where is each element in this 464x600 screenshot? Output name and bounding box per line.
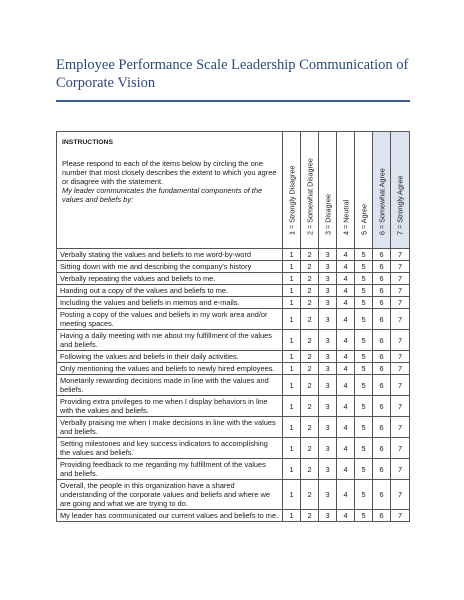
rating-option-3[interactable]: 3 bbox=[319, 510, 337, 522]
scale-header-6: 6 = Somewhat Agree bbox=[373, 132, 391, 249]
rating-option-3[interactable]: 3 bbox=[319, 417, 337, 438]
rating-option-2[interactable]: 2 bbox=[301, 396, 319, 417]
rating-option-1[interactable]: 1 bbox=[283, 480, 301, 510]
rating-option-2[interactable]: 2 bbox=[301, 438, 319, 459]
rating-option-6[interactable]: 6 bbox=[373, 261, 391, 273]
rating-option-1[interactable]: 1 bbox=[283, 510, 301, 522]
rating-option-1[interactable]: 1 bbox=[283, 261, 301, 273]
rating-option-6[interactable]: 6 bbox=[373, 297, 391, 309]
item-statement: Overall, the people in this organization have a shared understanding of the corporate values and beliefs and where we are going and what we are trying to do. bbox=[57, 480, 283, 510]
rating-option-5[interactable]: 5 bbox=[355, 297, 373, 309]
item-statement: Posting a copy of the values and beliefs in my work area and/or meeting spaces. bbox=[57, 309, 283, 330]
rating-option-1[interactable]: 1 bbox=[283, 297, 301, 309]
rating-scale-table bbox=[56, 131, 410, 522]
item-statement: Having a daily meeting with me about my fulfillment of the values and beliefs. bbox=[57, 330, 283, 351]
rating-option-6[interactable]: 6 bbox=[373, 363, 391, 375]
rating-option-4[interactable]: 4 bbox=[337, 285, 355, 297]
rating-option-5[interactable]: 5 bbox=[355, 261, 373, 273]
rating-option-1[interactable]: 1 bbox=[283, 363, 301, 375]
rating-option-7[interactable]: 7 bbox=[391, 285, 410, 297]
rating-option-5[interactable]: 5 bbox=[355, 351, 373, 363]
item-statement: Verbally repeating the values and beliefs to me. bbox=[57, 273, 283, 285]
rating-option-5[interactable]: 5 bbox=[355, 309, 373, 330]
rating-option-6[interactable]: 6 bbox=[373, 309, 391, 330]
item-statement: Handing out a copy of the values and beliefs to me. bbox=[57, 285, 283, 297]
table-row bbox=[57, 309, 410, 330]
rating-option-7[interactable]: 7 bbox=[391, 363, 410, 375]
rating-option-2[interactable]: 2 bbox=[301, 309, 319, 330]
scale-header-2: 2 = Somewhat Disagree bbox=[301, 132, 319, 249]
item-statement: My leader has communicated our current values and beliefs to me. bbox=[57, 510, 283, 522]
rating-option-3[interactable]: 3 bbox=[319, 480, 337, 510]
rating-option-4[interactable]: 4 bbox=[337, 417, 355, 438]
title-rule bbox=[56, 100, 410, 102]
table-row bbox=[57, 510, 410, 522]
rating-option-5[interactable]: 5 bbox=[355, 273, 373, 285]
item-statement: Sitting down with me and describing the company’s history bbox=[57, 261, 283, 273]
rating-option-2[interactable]: 2 bbox=[301, 351, 319, 363]
rating-option-1[interactable]: 1 bbox=[283, 249, 301, 261]
rating-option-2[interactable]: 2 bbox=[301, 417, 319, 438]
rating-option-5[interactable]: 5 bbox=[355, 417, 373, 438]
rating-option-6[interactable]: 6 bbox=[373, 375, 391, 396]
rating-option-6[interactable]: 6 bbox=[373, 510, 391, 522]
rating-option-7[interactable]: 7 bbox=[391, 330, 410, 351]
item-statement: Providing feedback to me regarding my fulfillment of the values and beliefs. bbox=[57, 459, 283, 480]
rating-option-1[interactable]: 1 bbox=[283, 459, 301, 480]
rating-option-7[interactable]: 7 bbox=[391, 351, 410, 363]
rating-option-4[interactable]: 4 bbox=[337, 396, 355, 417]
rating-option-5[interactable]: 5 bbox=[355, 285, 373, 297]
rating-option-2[interactable]: 2 bbox=[301, 261, 319, 273]
rating-option-2[interactable]: 2 bbox=[301, 285, 319, 297]
rating-option-1[interactable]: 1 bbox=[283, 417, 301, 438]
instructions-text: Please respond to each of the items below by circling the one number that most closely describes the extent to which you agree or disagree with the statement. bbox=[62, 159, 277, 186]
rating-option-5[interactable]: 5 bbox=[355, 438, 373, 459]
instructions-cell bbox=[57, 132, 283, 249]
rating-option-1[interactable]: 1 bbox=[283, 330, 301, 351]
rating-option-7[interactable]: 7 bbox=[391, 417, 410, 438]
rating-option-4[interactable]: 4 bbox=[337, 510, 355, 522]
rating-option-2[interactable]: 2 bbox=[301, 363, 319, 375]
rating-option-1[interactable]: 1 bbox=[283, 309, 301, 330]
rating-option-4[interactable]: 4 bbox=[337, 249, 355, 261]
table-row bbox=[57, 249, 410, 261]
rating-option-4[interactable]: 4 bbox=[337, 297, 355, 309]
item-statement: Verbally praising me when I make decisions in line with the values and beliefs. bbox=[57, 417, 283, 438]
rating-option-6[interactable]: 6 bbox=[373, 396, 391, 417]
rating-option-2[interactable]: 2 bbox=[301, 480, 319, 510]
rating-option-3[interactable]: 3 bbox=[319, 375, 337, 396]
rating-option-2[interactable]: 2 bbox=[301, 273, 319, 285]
rating-option-2[interactable]: 2 bbox=[301, 459, 319, 480]
rating-option-4[interactable]: 4 bbox=[337, 330, 355, 351]
table-row bbox=[57, 375, 410, 396]
rating-option-2[interactable]: 2 bbox=[301, 510, 319, 522]
rating-option-7[interactable]: 7 bbox=[391, 510, 410, 522]
rating-option-3[interactable]: 3 bbox=[319, 249, 337, 261]
table-row bbox=[57, 351, 410, 363]
rating-option-1[interactable]: 1 bbox=[283, 273, 301, 285]
rating-option-4[interactable]: 4 bbox=[337, 351, 355, 363]
table-row bbox=[57, 438, 410, 459]
table-header-row bbox=[57, 132, 410, 249]
rating-option-7[interactable]: 7 bbox=[391, 396, 410, 417]
table-row bbox=[57, 363, 410, 375]
table-row bbox=[57, 396, 410, 417]
scale-header-3: 3 = Disagree bbox=[319, 132, 337, 249]
scale-header-5: 5 = Agree bbox=[355, 132, 373, 249]
instructions-subtext: My leader communicates the fundamental components of the values and beliefs by: bbox=[62, 186, 263, 204]
rating-option-2[interactable]: 2 bbox=[301, 330, 319, 351]
rating-option-4[interactable]: 4 bbox=[337, 459, 355, 480]
table-row bbox=[57, 480, 410, 510]
rating-option-5[interactable]: 5 bbox=[355, 459, 373, 480]
rating-option-4[interactable]: 4 bbox=[337, 375, 355, 396]
item-statement: Including the values and beliefs in memos and e-mails. bbox=[57, 297, 283, 309]
document-title: Employee Performance Scale Leadership Communication of Corporate Vision bbox=[56, 57, 409, 91]
rating-option-7[interactable]: 7 bbox=[391, 480, 410, 510]
table-row bbox=[57, 261, 410, 273]
rating-option-6[interactable]: 6 bbox=[373, 273, 391, 285]
rating-option-4[interactable]: 4 bbox=[337, 273, 355, 285]
rating-option-1[interactable]: 1 bbox=[283, 351, 301, 363]
rating-option-3[interactable]: 3 bbox=[319, 297, 337, 309]
rating-option-6[interactable]: 6 bbox=[373, 351, 391, 363]
rating-option-1[interactable]: 1 bbox=[283, 285, 301, 297]
rating-option-1[interactable]: 1 bbox=[283, 438, 301, 459]
rating-option-3[interactable]: 3 bbox=[319, 396, 337, 417]
item-statement: Verbally stating the values and beliefs to me word-by-word bbox=[57, 249, 283, 261]
rating-option-5[interactable]: 5 bbox=[355, 375, 373, 396]
rating-option-6[interactable]: 6 bbox=[373, 480, 391, 510]
rating-option-5[interactable]: 5 bbox=[355, 330, 373, 351]
rating-option-6[interactable]: 6 bbox=[373, 249, 391, 261]
rating-option-7[interactable]: 7 bbox=[391, 249, 410, 261]
item-statement: Setting milestones and key success indicators to accomplishing the values and beliefs. bbox=[57, 438, 283, 459]
rating-option-7[interactable]: 7 bbox=[391, 459, 410, 480]
rating-option-6[interactable]: 6 bbox=[373, 285, 391, 297]
rating-option-3[interactable]: 3 bbox=[319, 351, 337, 363]
rating-option-7[interactable]: 7 bbox=[391, 375, 410, 396]
table-row bbox=[57, 417, 410, 438]
rating-option-7[interactable]: 7 bbox=[391, 273, 410, 285]
table-row bbox=[57, 459, 410, 480]
rating-option-3[interactable]: 3 bbox=[319, 309, 337, 330]
rating-option-7[interactable]: 7 bbox=[391, 438, 410, 459]
scale-header-4: 4 = Neutral bbox=[337, 132, 355, 249]
rating-option-4[interactable]: 4 bbox=[337, 363, 355, 375]
item-statement: Only mentioning the values and beliefs to newly hired employees. bbox=[57, 363, 283, 375]
table-row bbox=[57, 330, 410, 351]
rating-option-7[interactable]: 7 bbox=[391, 297, 410, 309]
rating-option-3[interactable]: 3 bbox=[319, 459, 337, 480]
rating-option-1[interactable]: 1 bbox=[283, 396, 301, 417]
rating-option-2[interactable]: 2 bbox=[301, 249, 319, 261]
rating-option-4[interactable]: 4 bbox=[337, 309, 355, 330]
rating-option-5[interactable]: 5 bbox=[355, 249, 373, 261]
item-statement: Providing extra privileges to me when I display behaviors in line with the values and beliefs. bbox=[57, 396, 283, 417]
item-statement: Following the values and beliefs in their daily activities. bbox=[57, 351, 283, 363]
rating-option-2[interactable]: 2 bbox=[301, 375, 319, 396]
rating-option-4[interactable]: 4 bbox=[337, 480, 355, 510]
scale-header-7: 7 = Strongly Agree bbox=[391, 132, 410, 249]
instructions-heading: INSTRUCTIONS bbox=[62, 139, 113, 146]
rating-option-4[interactable]: 4 bbox=[337, 261, 355, 273]
rating-option-5[interactable]: 5 bbox=[355, 480, 373, 510]
item-statement: Monetarily rewarding decisions made in line with the values and beliefs. bbox=[57, 375, 283, 396]
rating-option-6[interactable]: 6 bbox=[373, 438, 391, 459]
rating-option-6[interactable]: 6 bbox=[373, 459, 391, 480]
rating-option-3[interactable]: 3 bbox=[319, 285, 337, 297]
rating-option-3[interactable]: 3 bbox=[319, 261, 337, 273]
rating-option-5[interactable]: 5 bbox=[355, 363, 373, 375]
table-row bbox=[57, 285, 410, 297]
table-row bbox=[57, 297, 410, 309]
table-row bbox=[57, 273, 410, 285]
rating-option-7[interactable]: 7 bbox=[391, 261, 410, 273]
rating-option-5[interactable]: 5 bbox=[355, 510, 373, 522]
rating-option-6[interactable]: 6 bbox=[373, 417, 391, 438]
rating-option-1[interactable]: 1 bbox=[283, 375, 301, 396]
rating-option-3[interactable]: 3 bbox=[319, 273, 337, 285]
rating-option-6[interactable]: 6 bbox=[373, 330, 391, 351]
rating-option-3[interactable]: 3 bbox=[319, 438, 337, 459]
rating-option-7[interactable]: 7 bbox=[391, 309, 410, 330]
rating-option-3[interactable]: 3 bbox=[319, 330, 337, 351]
rating-option-3[interactable]: 3 bbox=[319, 363, 337, 375]
rating-option-4[interactable]: 4 bbox=[337, 438, 355, 459]
rating-option-5[interactable]: 5 bbox=[355, 396, 373, 417]
rating-option-2[interactable]: 2 bbox=[301, 297, 319, 309]
scale-header-1: 1 = Strongly Disagree bbox=[283, 132, 301, 249]
